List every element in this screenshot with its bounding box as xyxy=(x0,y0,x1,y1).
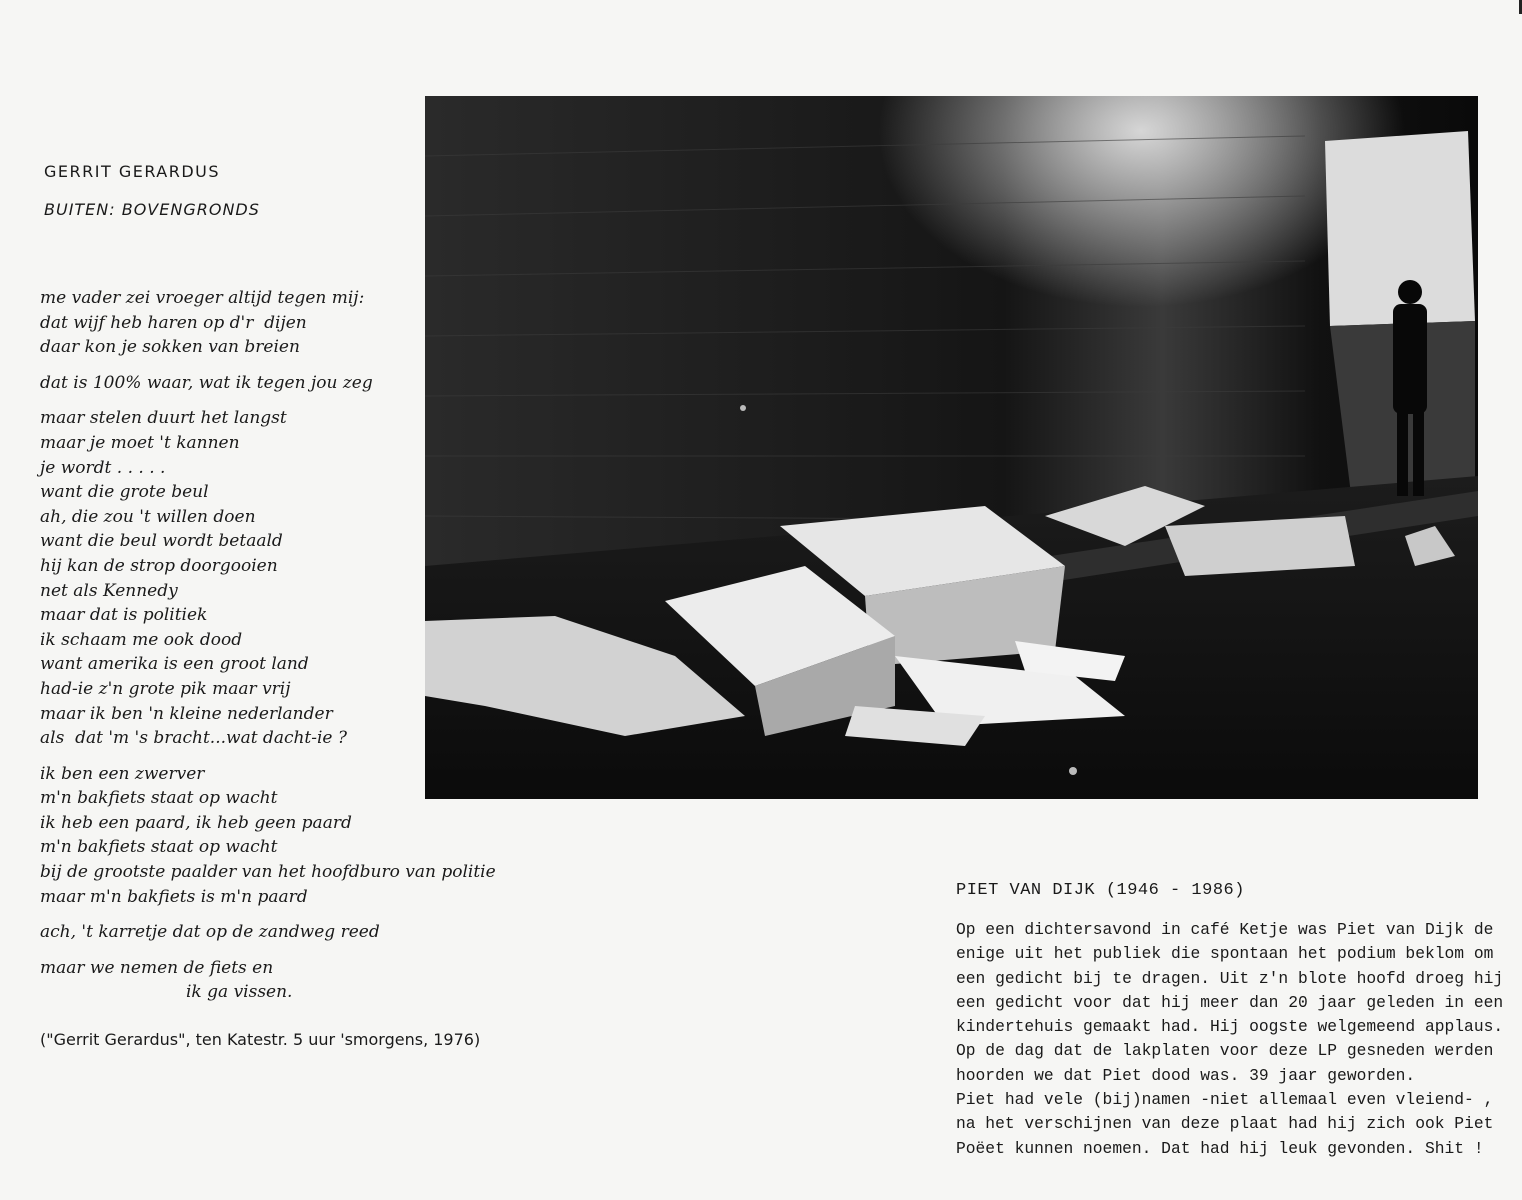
poem-credit: ("Gerrit Gerardus", ten Katestr. 5 uur 'smorgens, 1976) xyxy=(40,1030,481,1049)
poem-line: net als Kennedy xyxy=(40,580,178,601)
poem-line: m'n bakfiets staat op wacht xyxy=(40,788,278,809)
poem-line: me vader zei vroeger altijd tegen mij: xyxy=(40,288,365,308)
poem-line: want die grote beul xyxy=(40,482,209,503)
bio-line: kindertehuis gemaakt had. Hij oogste welgemeend applaus. xyxy=(956,1017,1504,1037)
author-heading: GERRIT GERARDUS xyxy=(44,162,221,181)
poem-line: want die beul wordt betaald xyxy=(40,531,283,552)
poem-line: want amerika is een groot land xyxy=(40,654,309,675)
poem-line: ik schaam me ook dood xyxy=(40,629,243,650)
photo-image xyxy=(425,96,1478,799)
bio-line: hoorden we dat Piet dood was. 39 jaar geworden. xyxy=(956,1065,1416,1085)
poem-line: dat wijf heb haren op d'r dijen xyxy=(40,312,307,333)
poem-line: je wordt . . . . . xyxy=(40,457,166,478)
poem-line: maar we nemen de fiets en xyxy=(40,957,274,978)
poem-line: maar stelen duurt het langst xyxy=(40,408,287,429)
poem-line: maar je moet 't kannen xyxy=(40,432,240,453)
poem-line: ach, 't karretje dat op de zandweg reed xyxy=(40,922,380,943)
poem-line: maar ik ben 'n kleine nederlander xyxy=(40,703,333,724)
poem-line: ah, die zou 't willen doen xyxy=(40,506,256,527)
bio-line: enige uit het publiek die spontaan het podium beklom om xyxy=(956,944,1494,964)
bio-line: Op een dichtersavond in café Ketje was Piet van Dijk de xyxy=(956,920,1494,939)
poem-stanza xyxy=(40,956,580,1005)
poem-title: BUITEN: BOVENGRONDS xyxy=(44,200,260,219)
poem-line: ik ga vissen. xyxy=(186,982,293,1003)
poem-stanza xyxy=(40,920,580,945)
bio-line: een gedicht bij te dragen. Uit z'n blote hoofd droeg hij xyxy=(956,968,1504,988)
poem-line: maar dat is politiek xyxy=(40,605,208,626)
poem-line: maar m'n bakfiets is m'n paard xyxy=(40,886,308,907)
bio-heading: PIET VAN DIJK (1946 - 1986) xyxy=(956,881,1245,900)
bio-line: Poëet kunnen noemen. Dat had hij leuk gevonden. Shit ! xyxy=(956,1138,1484,1158)
bio-line: een gedicht voor dat hij meer dan 20 jaar geleden in een xyxy=(956,992,1504,1012)
poem-line: bij de grootste paalder van het hoofdburo van politie xyxy=(40,862,496,883)
poem-line: dat is 100% waar, wat ik tegen jou zeg xyxy=(40,372,373,393)
poem-line: hij kan de strop doorgooien xyxy=(40,555,278,576)
photo-illustration xyxy=(425,96,1478,799)
bio-line: na het verschijnen van deze plaat had hij zich ook Piet xyxy=(956,1114,1494,1134)
bio-line: Piet had vele (bij)namen -niet allemaal even vleiend- , xyxy=(956,1090,1494,1110)
poem-line: had-ie z'n grote pik maar vrij xyxy=(40,678,291,699)
poem-line: m'n bakfiets staat op wacht xyxy=(40,837,278,858)
poem-line: als dat 'm 's bracht...wat dacht-ie ? xyxy=(40,728,348,749)
poem-line: ik ben een zwerver xyxy=(40,763,205,784)
bio-paragraph xyxy=(956,918,1504,1161)
poem-line: ik heb een paard, ik heb geen paard xyxy=(40,812,352,833)
bio-line: Op de dag dat de lakplaten voor deze LP gesneden werden xyxy=(956,1041,1494,1061)
poem-line: daar kon je sokken van breien xyxy=(40,337,300,358)
